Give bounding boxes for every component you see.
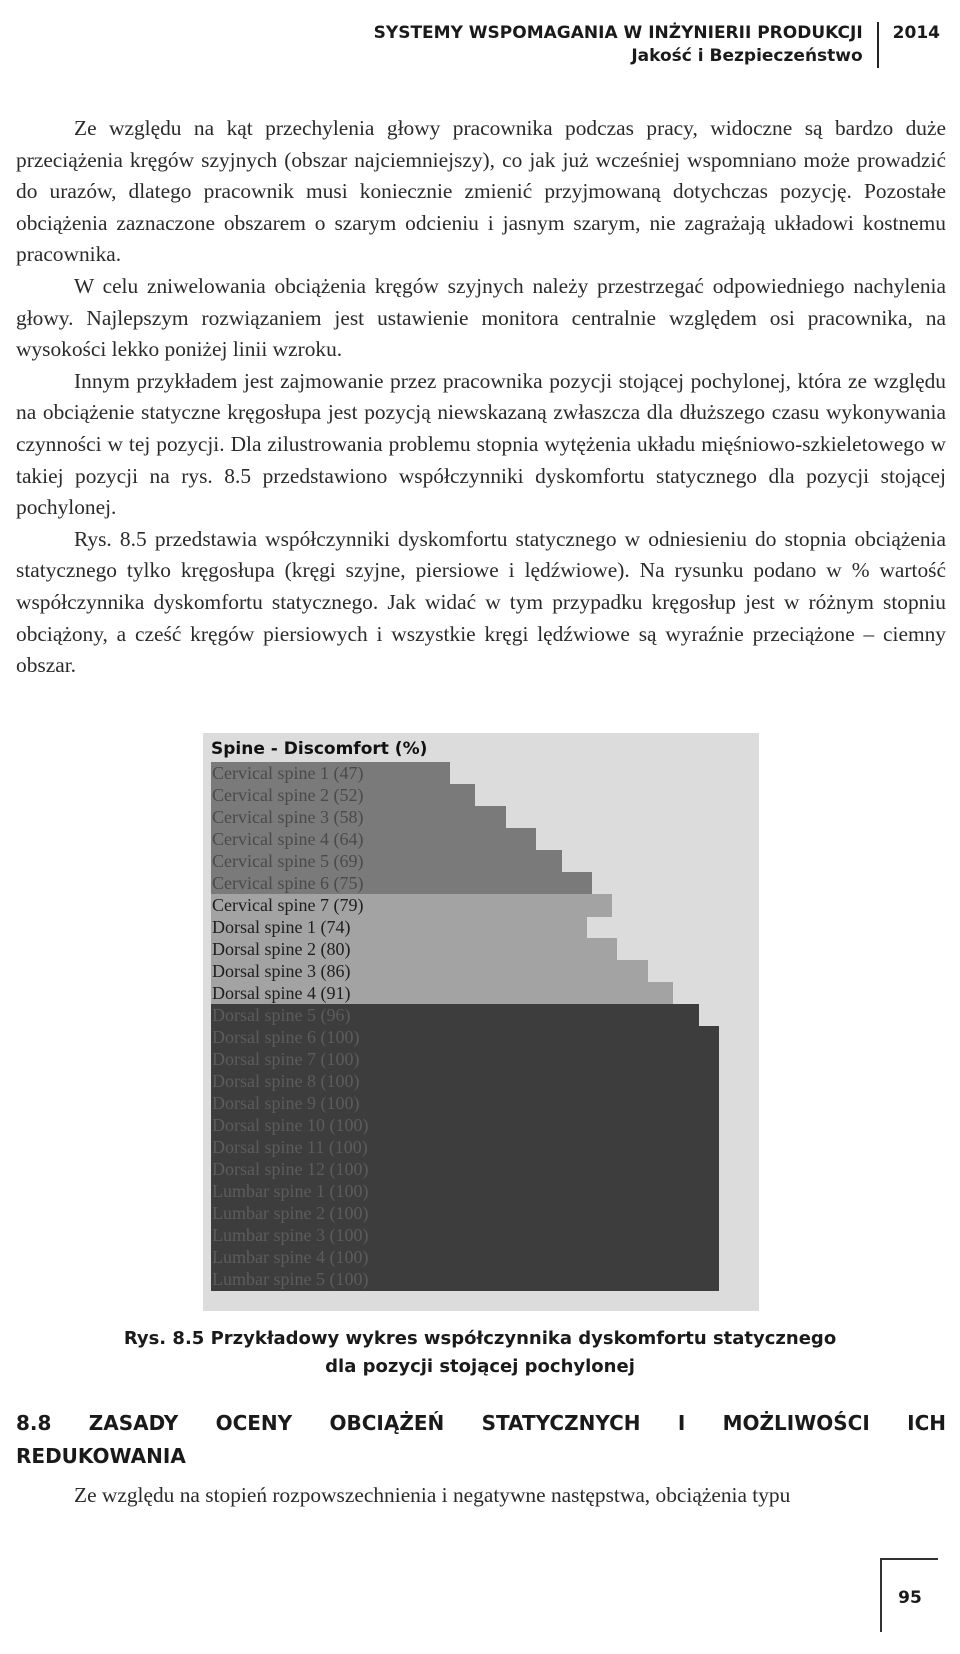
bar-label: Cervical spine 3 (58) (212, 807, 364, 827)
page-number-box (880, 1558, 938, 1632)
heading-word: MOŻLIWOŚCI (722, 1411, 870, 1435)
bar-label: Cervical spine 1 (47) (212, 763, 364, 783)
bar-label: Cervical spine 5 (69) (212, 851, 364, 871)
bar-label: Cervical spine 4 (64) (212, 829, 364, 849)
section-heading (16, 1407, 946, 1473)
page-number: 95 (898, 1588, 922, 1608)
heading-word: OBCIĄŻEŃ (329, 1411, 445, 1435)
paragraph: Innym przykładem jest zajmowanie przez pracownika pozycji stojącej pochylonej, która ze względu na obciążenie statyczne kręgosłupa jest pozycją niewskazaną zwłaszcza dla dłuższego czasu wykonywania czynności w tej pozycji. Dla zilustrowania problemu stopnia wytężenia układu mięśniowo-szkieletowego w takiej pozycji na rys. 8.5 przedstawiono współczynniki dyskomfortu statycznego dla pozycji stojącej pochylonej. (16, 368, 946, 520)
bar-label: Dorsal spine 9 (100) (212, 1093, 360, 1113)
paragraph-continuation: Ze względu na stopień rozpowszechnienia i negatywne następstwa, obciążenia typu (74, 1483, 791, 1507)
bar-label: Dorsal spine 2 (80) (212, 939, 351, 959)
bar-label: Cervical spine 2 (52) (212, 785, 364, 805)
heading-word: 8.8 (16, 1411, 52, 1435)
bar-label: Lumbar spine 4 (100) (212, 1247, 369, 1267)
section-heading-line1 (16, 1407, 946, 1440)
figure-caption (0, 1325, 960, 1381)
paragraph: Ze względu na kąt przechylenia głowy pracownika podczas pracy, widoczne są bardzo duże przeciążenia kręgów szyjnych (obszar najciemniejszy), co jak już wcześniej wspomniano może prowadzić do urazów, dlatego pracownik musi koniecznie zmienić przyjmowaną dotychczas pozycję. Pozostałe obciążenia zaznaczone obszarem o szarym odcieniu i jasnym szarym, nie zagrażają układowi kostnemu pracownika. (16, 116, 946, 267)
spine-discomfort-figure (203, 733, 759, 1311)
bar-label: Dorsal spine 11 (100) (212, 1137, 368, 1157)
bar-label: Dorsal spine 7 (100) (212, 1049, 360, 1069)
heading-word: I (677, 1411, 686, 1435)
bar-label: Lumbar spine 3 (100) (212, 1225, 369, 1245)
bar-label: Dorsal spine 12 (100) (212, 1159, 369, 1179)
bar-label: Dorsal spine 3 (86) (212, 961, 351, 981)
heading-word: OCENY (215, 1411, 293, 1435)
bar-label: Lumbar spine 2 (100) (212, 1203, 369, 1223)
header-year: 2014 (892, 23, 940, 43)
journal-title (374, 22, 879, 68)
figure-title: Spine - Discomfort (%) (211, 739, 428, 759)
section-heading-line2: REDUKOWANIA (16, 1444, 186, 1468)
bar-label: Lumbar spine 1 (100) (212, 1181, 369, 1201)
running-header (374, 22, 940, 68)
bar-label: Dorsal spine 8 (100) (212, 1071, 360, 1091)
bar-label: Dorsal spine 1 (74) (212, 917, 351, 937)
heading-word: STATYCZNYCH (481, 1411, 641, 1435)
heading-word: ZASADY (88, 1411, 179, 1435)
bar-label: Dorsal spine 4 (91) (212, 983, 351, 1003)
bar-label: Lumbar spine 5 (100) (212, 1269, 369, 1289)
caption-line2: dla pozycji stojącej pochylonej (325, 1356, 635, 1377)
body-text (16, 113, 946, 682)
heading-word: ICH (907, 1411, 946, 1435)
journal-title-line2: Jakość i Bezpieczeństwo (631, 46, 863, 66)
bar-label: Dorsal spine 5 (96) (212, 1005, 351, 1025)
paragraph: Rys. 8.5 przedstawia współczynniki dyskomfortu statycznego w odniesieniu do stopnia obciążenia statycznego tylko kręgosłupa (kręgi szyjne, piersiowe i lędźwiowe). Na rysunku podano w % wartość współczynnika dyskomfortu statycznego. Jak widać w tym przypadku kręgosłup jest w różnym stopniu obciążony, a cześć kręgów piersiowych i wszystkie kręgi lędźwiowe są wyraźnie przeciążone – ciemny obszar. (16, 526, 946, 678)
bar-label: Dorsal spine 10 (100) (212, 1115, 369, 1135)
bar-label: Cervical spine 6 (75) (212, 873, 364, 893)
bar-label: Cervical spine 7 (79) (212, 895, 364, 915)
paragraph: W celu zniwelowania obciążenia kręgów szyjnych należy przestrzegać odpowiedniego nachylenia głowy. Najlepszym rozwiązaniem jest ustawienie monitora centralnie względem osi pracownika, na wysokości lekko poniżej linii wzroku. (16, 273, 946, 362)
bar-label: Dorsal spine 6 (100) (212, 1027, 360, 1047)
caption-line1: Rys. 8.5 Przykładowy wykres współczynnika dyskomfortu statycznego (123, 1328, 837, 1349)
journal-title-line1: SYSTEMY WSPOMAGANIA W INŻYNIERII PRODUKCJI (373, 23, 863, 43)
